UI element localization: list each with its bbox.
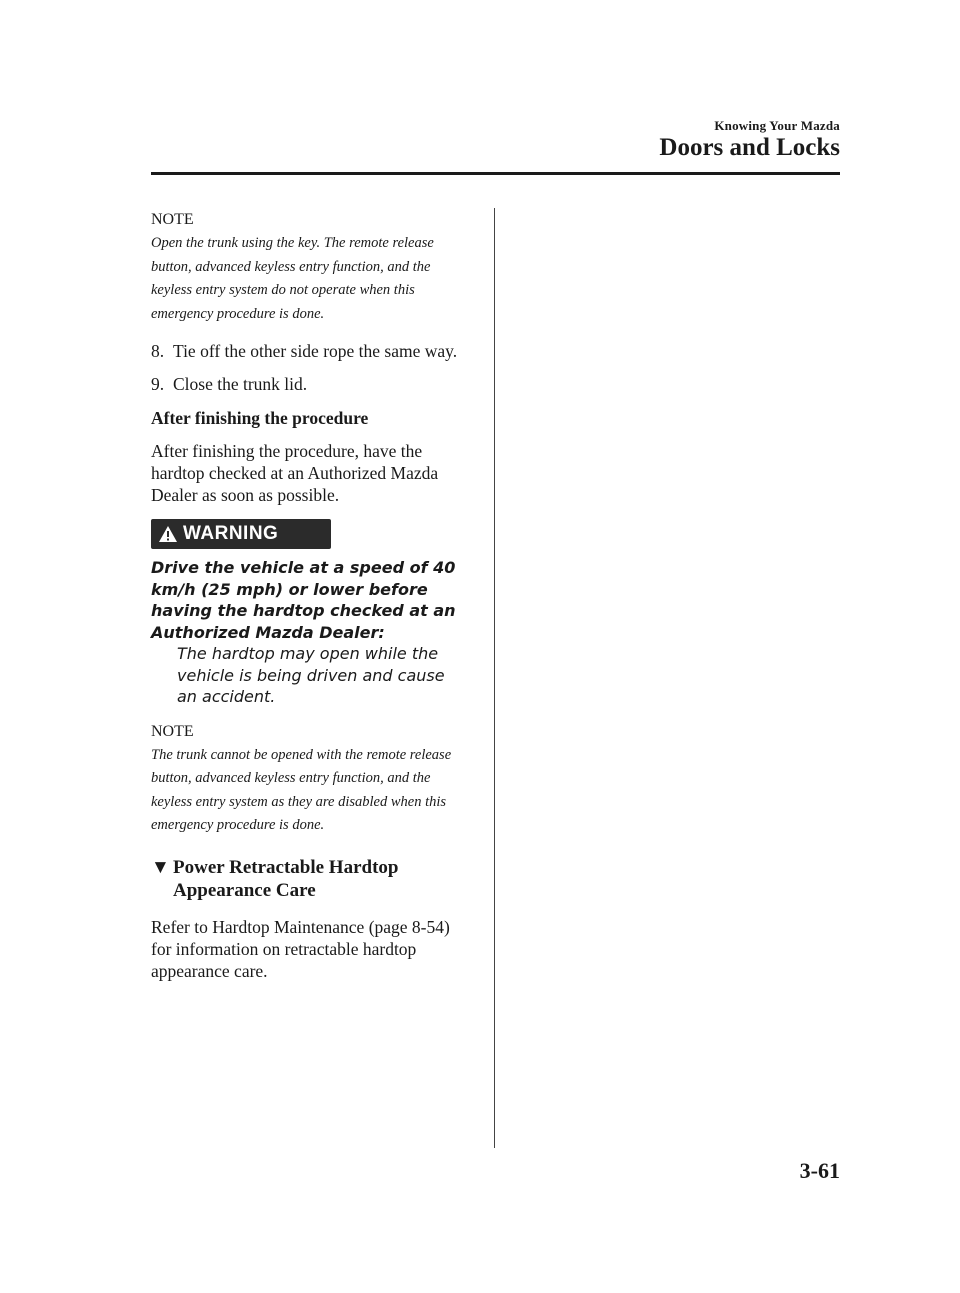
list-item-text: Close the trunk lid. — [173, 374, 308, 394]
section-title: Power Retractable Hardtop Appearance Care — [173, 856, 399, 901]
subheading: After finishing the procedure — [151, 408, 369, 428]
list-item — [151, 373, 469, 395]
page-number: 3-61 — [799, 1158, 840, 1183]
warning-label: WARNING — [183, 523, 279, 544]
list-item — [151, 340, 469, 362]
warning-banner — [151, 519, 331, 549]
paragraph: Refer to Hardtop Maintenance (page 8-54) for information on retractable hardtop appearance care. — [151, 916, 450, 981]
left-column — [151, 210, 469, 982]
column-divider — [494, 208, 495, 1148]
note-block-1 — [151, 210, 469, 326]
list-item-number: 8. — [151, 341, 165, 361]
section-name: Knowing Your Mazda — [714, 118, 840, 133]
note-label: NOTE — [151, 211, 194, 228]
note-text: Open the trunk using the key. The remote release button, advanced keyless entry function, and the keyless entry system do not operate when this emergency procedure is done. — [151, 235, 434, 322]
paragraph: After finishing the procedure, have the hardtop checked at an Authorized Mazda Dealer as soon as possible. — [151, 441, 439, 505]
triangle-marker-icon: ▼ — [151, 856, 170, 878]
header-section-label — [714, 118, 840, 134]
warning-icon — [157, 524, 179, 544]
warning-consequence: The hardtop may open while the vehicle is being driven and cause an accident. — [177, 644, 445, 706]
note-block-2 — [151, 722, 469, 838]
header-rule — [151, 172, 840, 175]
warning-text: Drive the vehicle at a speed of 40 km/h (25 mph) or lower before having the hardtop checked at an Authorized Mazda Dealer: — [151, 558, 456, 642]
note-text: The trunk cannot be opened with the remote release button, advanced keyless entry function, and the keyless entry system as they are disabled when this emergency procedure is done. — [151, 746, 452, 833]
list-item-number: 9. — [151, 374, 165, 394]
chapter-title: Doors and Locks — [659, 134, 840, 161]
section-heading — [151, 856, 469, 902]
note-label: NOTE — [151, 722, 194, 740]
list-item-text: Tie off the other side rope the same way. — [173, 341, 458, 361]
